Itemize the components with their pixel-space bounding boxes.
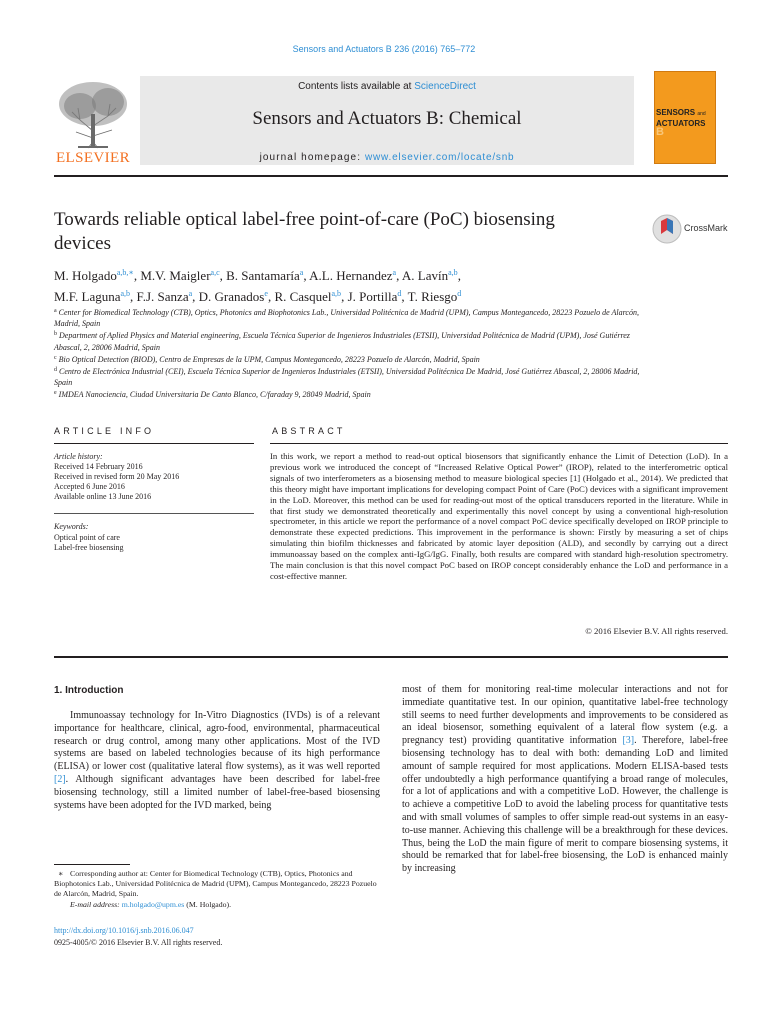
author-name: A. Lavín	[401, 268, 449, 283]
history-online: Available online 13 June 2016	[54, 492, 152, 501]
author-affiliation-link[interactable]: a	[392, 268, 397, 277]
author-name: M.F. Laguna	[54, 289, 121, 304]
article-history	[54, 452, 254, 502]
keyword-item: Optical point of care	[54, 532, 120, 542]
info-separator	[54, 513, 254, 514]
affiliation-key: c	[54, 354, 57, 361]
author-separator: ,	[133, 268, 141, 283]
author-affiliation-link[interactable]: a,b	[331, 289, 342, 298]
abstract-heading: ABSTRACT	[272, 426, 346, 436]
footnote-rule	[54, 864, 130, 865]
author-name: D. Granados	[198, 289, 265, 304]
email-suffix: (M. Holgado).	[184, 899, 232, 909]
affiliation-item	[54, 329, 654, 352]
history-label: Article history:	[54, 452, 103, 461]
author-separator: ,	[267, 289, 275, 304]
affiliation-text: Centro de Electrónica Industrial (CEI), Escuela Técnica Superior de Ingenieros Industriales (ETSII), Universidad Politécnica De Madrid, José Gutiérrez Abascal, 2, 28006 Madrid, Spain	[54, 367, 640, 388]
footnote-mark: ∗	[58, 869, 64, 878]
author-affiliation-link[interactable]: a,c	[210, 268, 220, 277]
abstract-rule	[270, 443, 728, 444]
author-separator: ,	[396, 268, 402, 283]
author-name: R. Casquel	[274, 289, 332, 304]
author-affiliation-link[interactable]: e	[264, 289, 268, 298]
affiliation-list	[54, 306, 654, 401]
reference-link[interactable]: [2]	[54, 773, 66, 785]
abstract-bottom-divider	[54, 656, 728, 658]
author-name: T. Riesgo	[407, 289, 458, 304]
author-separator: ,	[457, 268, 461, 283]
keyword-item: Label-free biosensing	[54, 543, 124, 552]
author-separator: ,	[401, 289, 408, 304]
author-affiliation-link[interactable]: a	[299, 268, 304, 277]
author-email-link[interactable]: m.holgado@upm.es	[121, 899, 185, 909]
paper-title: Towards reliable optical label-free point-of-care (PoC) biosensing devices	[54, 209, 555, 254]
author-name: B. Santamaría	[226, 268, 300, 283]
article-info-rule	[54, 443, 254, 444]
author-affiliation-link[interactable]: a,b	[120, 289, 131, 298]
cover-letter: B	[656, 126, 664, 138]
journal-homepage	[140, 152, 634, 163]
cover-line-3: ACTUATORS	[656, 119, 706, 128]
author-affiliation-link[interactable]: d	[457, 289, 462, 298]
affiliation-key: d	[54, 367, 57, 374]
sciencedirect-link[interactable]: ScienceDirect	[414, 81, 476, 92]
email-label: E-mail address:	[70, 899, 120, 909]
doi-link[interactable]: http://dx.doi.org/10.1016/j.snb.2016.06.047	[54, 926, 194, 935]
crossmark-badge[interactable]	[652, 214, 742, 244]
author-name: M. Holgado	[54, 268, 117, 283]
body-text: . Therefore, label-free biosensing technology has to deal with both: demanding LoD and limited amount of sample required for most applications. Modern ELISA-based tests offer undoubtedly a high performance quantifying a broad range of molecules, for a lot of applications and with a competitive LoD. However, the challenge is to achieve a competitive LoD to avoid the labeling process for quantitative tests and with small volumes of samples to offer simple read-out systems in an easy-to-use manner. Achieving this challenge will be a breakthrough for these devices. Thus, being the LoD the main figure of merit to compare biosensing systems, it should be remarked that for label-free biosensing, the LoD is enhanced mainly by increasing	[402, 735, 728, 875]
keywords	[54, 522, 254, 554]
crossmark-icon	[652, 214, 682, 244]
affiliation-item	[54, 353, 654, 365]
body-text: most of them for monitoring real-time molecular interactions and not for immediate quantitative test. In our opinion, quantitative label-free technology still seems to need further developments and improvements to be considered as an ideal biosensor, something equivalent of a lateral flow system (e.g. a pregnancy test) providing quantitative information	[402, 684, 728, 747]
publisher-name: ELSEVIER	[55, 150, 131, 166]
article-info-heading: ARTICLE INFO	[54, 426, 155, 436]
affiliation-key: a	[54, 308, 57, 314]
affiliation-text: Center for Biomedical Technology (CTB), Optics, Photonics and Biophotonics Lab., Universidad Politécnica de Madrid (UPM), Campus Montegancedo, 28223 Pozuelo de Alarcón, Madrid, Spain	[54, 308, 639, 329]
journal-title: Sensors and Actuators B: Chemical	[252, 108, 522, 129]
keywords-label: Keywords:	[54, 522, 89, 531]
author-separator: ,	[192, 289, 199, 304]
corresponding-author-footnote	[54, 869, 380, 910]
contents-line	[140, 81, 634, 92]
author-separator: ,	[130, 289, 137, 304]
journal-cover-title	[656, 108, 714, 137]
history-accepted: Accepted 6 June 2016	[54, 482, 125, 491]
author-name: A.L. Hernandez	[309, 268, 393, 283]
cover-line-1: SENSORS	[656, 108, 696, 117]
abstract-body: In this work, we report a method to read-out optical biosensors that significantly enhance the Limit of Detection (LoD). In a previous work we introduced the concept of “Increased Relative Optical Power” (IROP), related to the interferometric optical signals of two interferometers as a biosensing method to measure biological species [1] (Holgado et al., 2014). We predicted that this theory might have important implications for developing compact Point of Care (PoC) devices with a significant improvement in the LoD. Moreover, this method can be used for reading-out most of the optical transducers reported in the literature. While in that first study we demonstrated theoretically and experimentally this novel concept by using a conventional high-resolution spectrometer, in this article we report the performance of a novel compact PoC device specifically developed on IROP principle to demonstrate these expected predictions. This improvement in the performance is shown: Firstly by measuring a set of chips simulating thin biofilm thicknesses and fabricated by atomic layer deposition (ALD), and secondly by carrying out a direct immunoassay based on the complex anti-IgG/IgG. Finally, both results are compared with standard high-resolution spectrometry. The main conclusion is that this novel compact PoC based on IROP concept considerably enhance the LoD and performance in a cost-effective manner.	[270, 451, 728, 581]
affiliation-text: Department of Aplied Physics and Material engineering, Escuela Técnica Superior de Ingenieros Industriales (ETSII), Universidad Politécnica de Madrid (UPM), José Gutiérrez Abascal, 2, 28006 Madrid, Spain	[54, 331, 630, 352]
author-affiliation-link[interactable]: a,b,∗	[116, 268, 134, 277]
homepage-url-link[interactable]: www.elsevier.com/locate/snb	[364, 152, 515, 163]
crossmark-label: CrossMark	[684, 223, 728, 233]
history-received: Received 14 February 2016	[54, 462, 143, 471]
history-revised: Received in revised form 20 May 2016	[54, 472, 180, 481]
author-list	[54, 264, 654, 306]
author-name: M.V. Maigler	[140, 268, 211, 283]
author-name: J. Portilla	[347, 289, 398, 304]
affiliation-item	[54, 388, 654, 400]
header-divider	[54, 175, 728, 177]
journal-citation[interactable]: Sensors and Actuators B 236 (2016) 765–772	[292, 44, 476, 54]
author-name: F.J. Sanza	[136, 289, 189, 304]
footnote-text: Corresponding author at: Center for Biomedical Technology (CTB), Optics, Photonics and Biophotonics Lab., Universidad Politécnica de Madrid (UPM), Campus Montegancedo, 28223 Pozuelo de Alarcón, Madrid, Spain.	[54, 869, 377, 899]
affiliation-key: e	[54, 390, 57, 397]
body-text: . Although significant advantages have been described for label-free biosensing technology, still a limited number of label-free-based biosensing systems have been adopted for the IVD marked, being	[54, 773, 380, 811]
affiliation-key: b	[54, 331, 57, 338]
affiliation-text: IMDEA Nanociencia, Ciudad Universitaria De Canto Blanco, C/faraday 9, 28049 Madrid, Spain	[58, 390, 371, 400]
introduction-left-column	[54, 710, 380, 812]
author-separator: ,	[303, 268, 310, 283]
contents-prefix: Contents lists available at	[298, 81, 415, 92]
reference-link[interactable]: [3]	[622, 735, 635, 747]
introduction-right-column	[402, 684, 728, 876]
author-affiliation-link[interactable]: d	[397, 289, 402, 298]
body-text: Immunoassay technology for In-Vitro Diagnostics (IVDs) is of a relevant importance for healthcare, clinical, agro-food, environmental, pharmaceutical research or drug control, among many other applications. Most of the IVD systems are based on labeled technologies because of its high performance (ELISA) or lower cost (qualitative lateral flow systems), as it was well reported	[54, 710, 380, 773]
homepage-label: journal homepage:	[259, 152, 365, 163]
issn-copyright: 0925-4005/© 2016 Elsevier B.V. All rights reserved.	[54, 938, 223, 947]
author-separator: ,	[219, 268, 227, 283]
author-separator: ,	[341, 289, 348, 304]
author-affiliation-link[interactable]: a	[188, 289, 193, 298]
affiliation-item	[54, 365, 654, 388]
affiliation-text: Bio Optical Detection (BIOD), Centro de Empresas de la UPM, Campus Montegancedo, 28223 Pozuelo de Alarcón, Madrid, Spain	[58, 354, 480, 364]
author-affiliation-link[interactable]: a,b	[448, 268, 458, 277]
cover-line-2: and	[697, 111, 706, 117]
affiliation-item	[54, 306, 654, 329]
introduction-heading: 1. Introduction	[54, 685, 124, 696]
abstract-copyright: © 2016 Elsevier B.V. All rights reserved.	[585, 626, 728, 636]
